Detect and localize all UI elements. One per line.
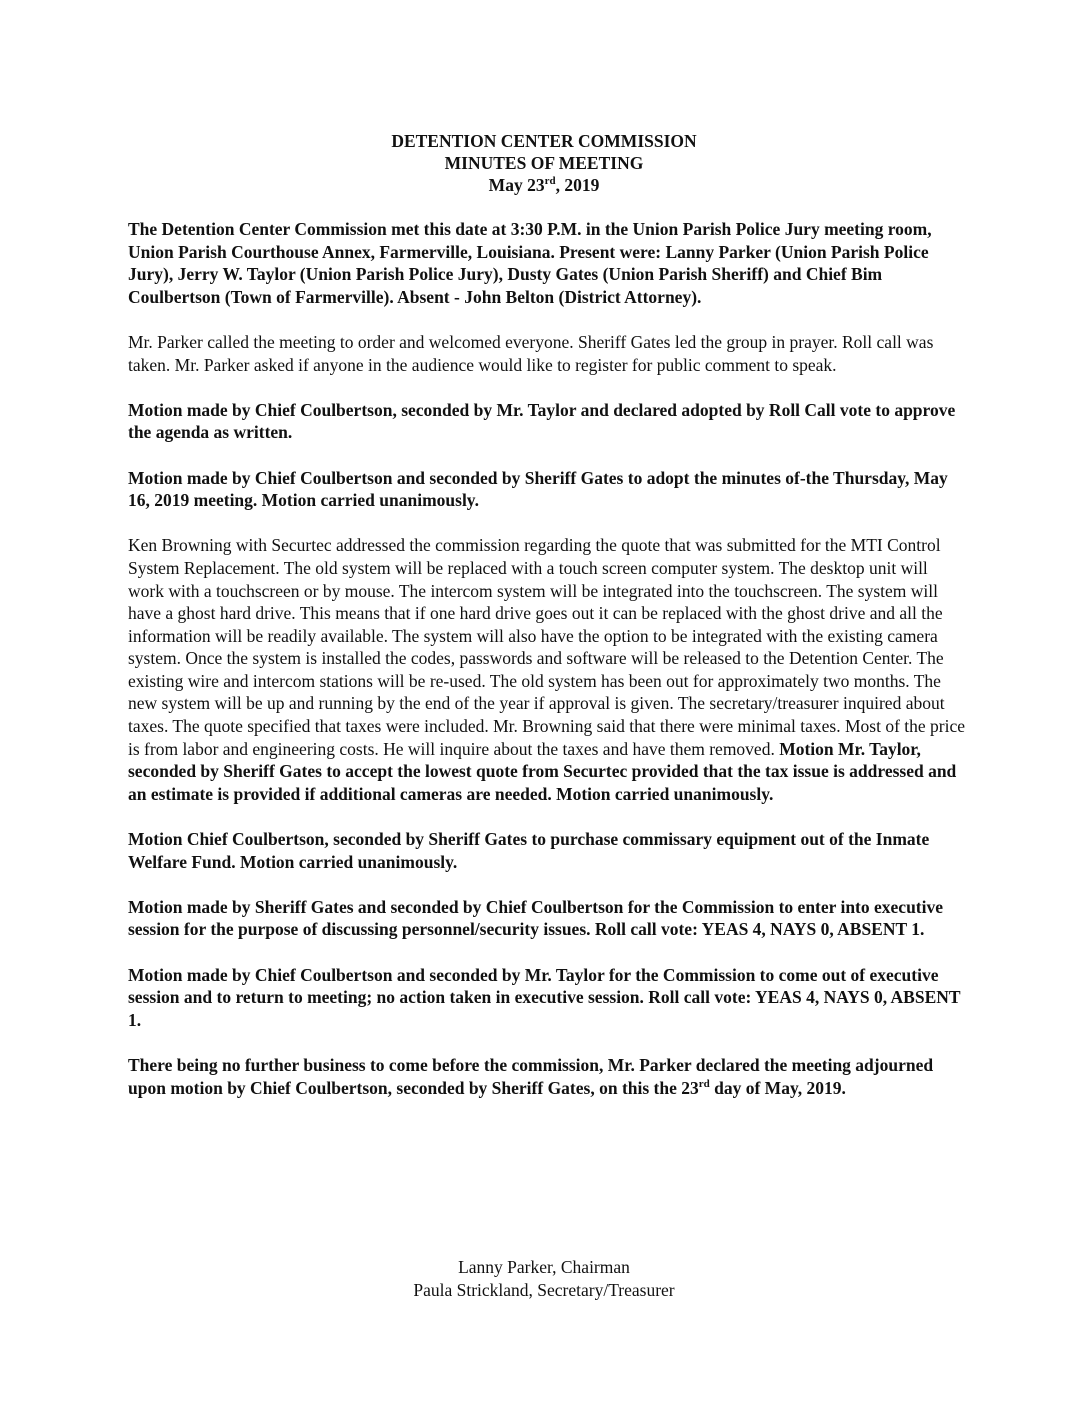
paragraph-securtec (128, 534, 966, 805)
signature-secretary: Paula Strickland, Secretary/Treasurer (413, 1279, 675, 1300)
paragraph-securtec-motion: Motion Mr. Taylor, seconded by Sheriff Gates to accept the lowest quote from Securtec provided that the tax issue is addressed and an estimate is provided if additional cameras are needed. Motion carried unanimously. (128, 738, 957, 804)
header-date (0, 174, 1088, 196)
paragraph-call-to-order: Mr. Parker called the meeting to order and welcomed everyone. Sheriff Gates led the group in prayer. Roll call was taken. Mr. Parker asked if anyone in the audience would like to register for public comment to speak. (128, 331, 934, 375)
paragraph-executive-session-exit: Motion made by Chief Coulbertson and seconded by Mr. Taylor for the Commission to come out of executive session and to return to meeting; no action taken in executive session. Roll call vote: YEAS 4, NAYS 0, ABSENT 1. (128, 964, 961, 1030)
header-subtitle: MINUTES OF MEETING (444, 153, 644, 173)
paragraph-commissary-motion: Motion Chief Coulbertson, seconded by Sheriff Gates to purchase commissary equipment out of the Inmate Welfare Fund. Motion carried unanimously. (128, 829, 930, 872)
paragraph-attendance: The Detention Center Commission met this date at 3:30 P.M. in the Union Parish Police Jury meeting room, Union Parish Courthouse Annex, Farmerville, Louisiana. Present were: Lanny Parker (Union Parish Police Jury), Jerry W. Taylor (Union Parish Police Jury), Dusty Gates (Union Parish Sheriff) and Chief Bim Coulbertson (Town of Farmerville). Absent - John Belton (District Attorney). (128, 219, 932, 307)
signature-chairman: Lanny Parker, Chairman (458, 1257, 630, 1277)
paragraph-adjournment-a: There being no further business to come before the commission, Mr. Parker declared the meeting adjourned upon motion by Chief Coulbertson, seconded by Sheriff Gates, on this the 23 (128, 1054, 934, 1098)
paragraph-adjournment-b: day of May, 2019. (709, 1077, 846, 1098)
paragraph-agenda-motion: Motion made by Chief Coulbertson, seconded by Mr. Taylor and declared adopted by Roll Call vote to approve the agenda as written. (128, 399, 956, 443)
paragraph-adjournment (128, 1054, 966, 1099)
header-date-suffix: , 2019 (555, 175, 600, 195)
header-title: DETENTION CENTER COMMISSION (391, 131, 697, 151)
header-date-prefix: May 23 (488, 175, 545, 195)
paragraph-securtec-text: Ken Browning with Securtec addressed the commission regarding the quote that was submitted for the MTI Control System Replacement. The old system will be replaced with a touch screen computer system. The desktop unit will work with a touchscreen or by mouse. The intercom system will be integrated into the touchscreen. The system will have a ghost hard drive. This means that if one hard drive goes out it can be replaced with the ghost drive and all the information will be readily available. The system will also have the option to be integrated with the existing camera system. Once the system is installed the codes, passwords and software will be released to the Detention Center. The existing wire and intercom stations will be re-used. The old system has been out for approximately two months. The new system will be up and running by the end of the year if approval is given. The secretary/treasurer inquired about taxes. The quote specified that taxes were included. Mr. Browning said that there were minimal taxes. Most of the price is from labor and engineering costs. He will inquire about the taxes and have them removed. (128, 535, 966, 759)
minutes-body (128, 218, 966, 1122)
paragraph-minutes-motion: Motion made by Chief Coulbertson and seconded by Sheriff Gates to adopt the minutes of-the Thursday, May 16, 2019 meeting. Motion carried unanimously. (128, 467, 948, 511)
paragraph-executive-session-enter: Motion made by Sheriff Gates and seconded by Chief Coulbertson for the Commission to enter into executive session for the purpose of discussing personnel/security issues. Roll call vote: YEAS 4, NAYS 0, ABSENT 1. (128, 896, 944, 940)
paragraph-adjournment-sup: rd (698, 1077, 710, 1090)
document-header (0, 130, 1088, 196)
signature-block (0, 1256, 1088, 1301)
header-date-sup: rd (544, 175, 556, 188)
